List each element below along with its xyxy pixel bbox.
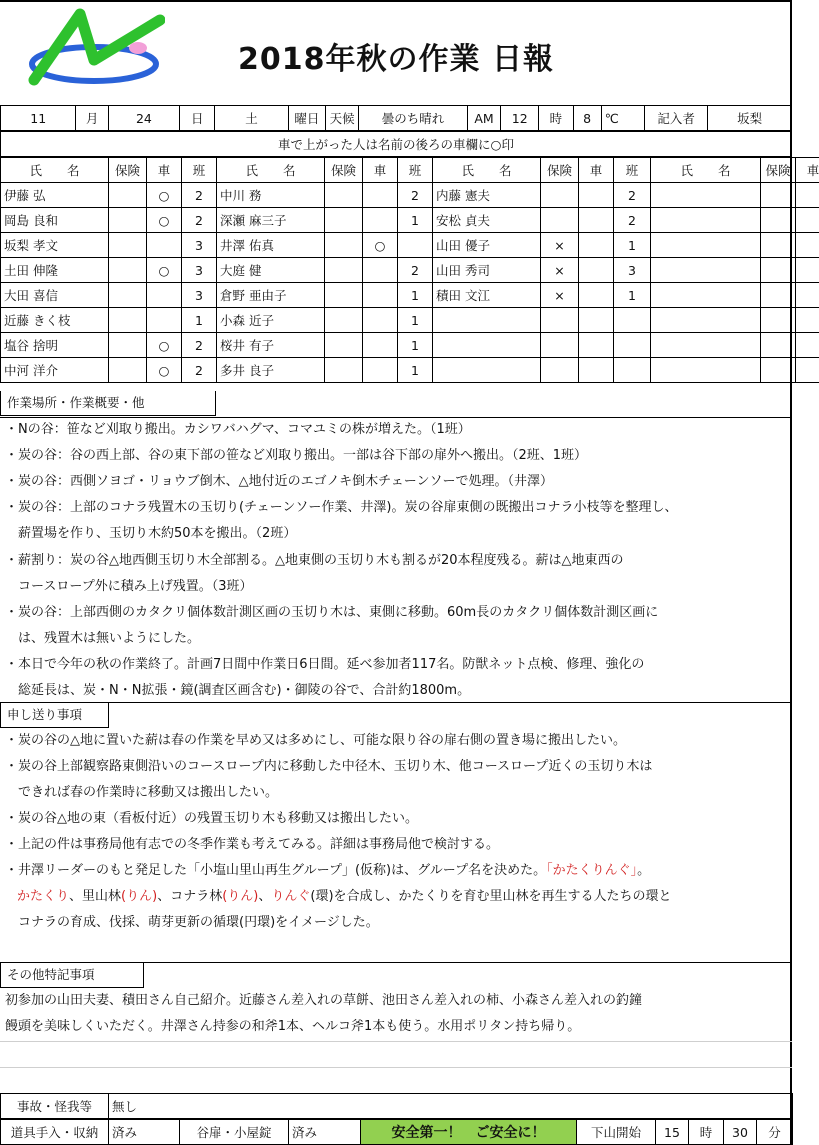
- divider: [0, 702, 792, 703]
- top-border: [0, 0, 792, 2]
- info-day-value: 24: [108, 106, 179, 131]
- descent-minute-unit: 分: [757, 1120, 793, 1145]
- descent-minute: 30: [724, 1120, 757, 1145]
- member-group: [614, 333, 651, 358]
- tools-value: 済み: [109, 1120, 180, 1145]
- work-line: ・炭の谷：上部のコナラ残置木の玉切り(チェーンソー作業、井澤)。炭の谷扉東側の既搬出コナラ小枝等を整理し、: [5, 500, 678, 516]
- member-name: 伊藤 弘: [1, 183, 109, 208]
- members-table: [0, 157, 819, 383]
- accident-row: [0, 1093, 793, 1119]
- member-group: 3: [182, 233, 217, 258]
- member-group: 2: [182, 183, 217, 208]
- member-car: ○: [147, 258, 182, 283]
- member-insurance: [761, 283, 796, 308]
- member-insurance: [109, 233, 147, 258]
- member-row: [1, 283, 819, 308]
- member-insurance: [541, 183, 579, 208]
- header-group: 班: [398, 158, 433, 183]
- other-line-1: 初参加の山田夫妻、積田さん自己紹介。近藤さん差入れの草餅、池田さん差入れの柿、小森さん差入れの釣鐘: [5, 993, 643, 1008]
- member-name: [433, 333, 541, 358]
- member-name: 内藤 憲夫: [433, 183, 541, 208]
- member-car: ○: [147, 358, 182, 383]
- member-row: [1, 233, 819, 258]
- member-name: 桜井 有子: [217, 333, 325, 358]
- accident-value: 無し: [109, 1094, 793, 1119]
- work-line: コースロープ外に積み上げ残置。（3班）: [5, 578, 253, 594]
- member-insurance: [761, 233, 796, 258]
- member-car: ○: [147, 183, 182, 208]
- member-group: 2: [614, 183, 651, 208]
- info-ampm: AM: [467, 106, 500, 131]
- member-name: [651, 183, 761, 208]
- info-row: [0, 105, 792, 131]
- member-car: [579, 183, 614, 208]
- member-insurance: [541, 333, 579, 358]
- red-text-segment: かたくり: [17, 889, 70, 904]
- member-group: 2: [398, 183, 433, 208]
- handover-section-label: 申し送り事項: [0, 703, 109, 728]
- work-line: ・炭の谷：上部西側のカタクリ個体数計測区画の玉切り木は、東側に移動。60m長のカタクリ個体数計測区画に: [5, 604, 659, 620]
- member-car: [579, 308, 614, 333]
- header-car: 車: [147, 158, 182, 183]
- member-car: [147, 283, 182, 308]
- member-group: 2: [182, 358, 217, 383]
- member-name: [651, 208, 761, 233]
- header-name: 氏 名: [1, 158, 109, 183]
- member-car: [363, 208, 398, 233]
- header-car: 車: [579, 158, 614, 183]
- member-name: 山田 優子: [433, 233, 541, 258]
- work-line: ・本日で今年の秋の作業終了。計画7日間中作業日6日間。延べ参加者117名。防獣ネット点検、修理、強化の: [5, 656, 645, 672]
- door-lock-label: 谷扉・小屋錠: [180, 1120, 289, 1145]
- member-row: [1, 358, 819, 383]
- header-insurance: 保険: [109, 158, 147, 183]
- member-car: [796, 333, 819, 358]
- work-line: ・薪割り：炭の谷△地西側玉切り木全部割る。△地東側の玉切り木も割るが20本程度残る。薪は△地東西の: [5, 552, 624, 568]
- member-name: 山田 秀司: [433, 258, 541, 283]
- member-name: 大田 喜信: [1, 283, 109, 308]
- member-name: 井澤 佑真: [217, 233, 325, 258]
- info-weather-value: 曇のち晴れ: [359, 106, 468, 131]
- member-car: [363, 183, 398, 208]
- member-name: 積田 文江: [433, 283, 541, 308]
- descent-label: 下山開始: [577, 1120, 656, 1145]
- member-group: 1: [398, 308, 433, 333]
- member-car: [796, 308, 819, 333]
- member-car: [579, 258, 614, 283]
- member-insurance: [325, 283, 363, 308]
- member-insurance: [761, 208, 796, 233]
- member-name: 倉野 亜由子: [217, 283, 325, 308]
- member-name: 深瀬 麻三子: [217, 208, 325, 233]
- text-segment: (環)を合成し、かたくりを育む里山林を再生する人たちの環と: [310, 889, 672, 904]
- member-name: 岡島 良和: [1, 208, 109, 233]
- empty-row-line: [0, 1067, 792, 1068]
- member-row: [1, 308, 819, 333]
- handover-group-line-3: コナラの育成、伐採、萌芽更新の循環(円環)をイメージした。: [5, 915, 379, 930]
- member-insurance: [109, 283, 147, 308]
- descent-hour-unit: 時: [689, 1120, 724, 1145]
- member-car: [579, 358, 614, 383]
- info-weather-label: 天候: [326, 106, 359, 131]
- work-line: ・炭の谷：谷の西上部、谷の東下部の笹など刈取り搬出。一部は谷下部の扉外へ搬出。（2班、1班）: [5, 448, 588, 464]
- work-section-label: 作業場所・作業概要・他: [0, 391, 216, 416]
- member-car: [363, 358, 398, 383]
- member-name: [651, 358, 761, 383]
- report-title: 2018年秋の作業 日報: [238, 42, 554, 77]
- member-insurance: [109, 333, 147, 358]
- work-line: ・Nの谷：笹など刈取り搬出。カシワバハグマ、コマユミの株が増えた。（1班）: [5, 422, 471, 437]
- member-car: [363, 283, 398, 308]
- member-name: [651, 233, 761, 258]
- member-name: 中川 務: [217, 183, 325, 208]
- work-line: は、残置木は無いようにした。: [5, 630, 201, 646]
- handover-line: できれば春の作業時に移動又は搬出したい。: [5, 785, 279, 800]
- member-insurance: [541, 208, 579, 233]
- handover-line: ・炭の谷上部観察路東側沿いのコースロープ内に移動した中径木、玉切り木、他コースロープ近くの玉切り木は: [5, 759, 653, 774]
- member-group: 2: [398, 258, 433, 283]
- text-segment: 、: [258, 889, 272, 904]
- member-insurance: [761, 358, 796, 383]
- member-name: 小森 近子: [217, 308, 325, 333]
- member-insurance: [761, 308, 796, 333]
- header-group: 班: [614, 158, 651, 183]
- member-car: [579, 208, 614, 233]
- tools-label: 道具手入・収納: [1, 1120, 109, 1145]
- member-insurance: [109, 358, 147, 383]
- info-hour-value: 12: [501, 106, 539, 131]
- member-name: 土田 伸隆: [1, 258, 109, 283]
- text-segment: 、コナラ林: [157, 889, 223, 904]
- member-insurance: [325, 258, 363, 283]
- member-group: 1: [182, 308, 217, 333]
- member-group: 1: [398, 333, 433, 358]
- member-group: [614, 308, 651, 333]
- member-insurance: [109, 208, 147, 233]
- member-group: 2: [182, 333, 217, 358]
- member-insurance: [109, 183, 147, 208]
- handover-line: ・炭の谷△地の東（看板付近）の残置玉切り木も移動又は搬出したい。: [5, 811, 418, 826]
- handover-line: ・上記の件は事務局他有志での冬季作業も考えてみる。詳細は事務局他で検討する。: [5, 837, 500, 852]
- member-row: [1, 258, 819, 283]
- red-text-segment: (りん): [121, 889, 158, 904]
- members-header-row: [1, 158, 819, 183]
- member-name: [651, 283, 761, 308]
- header-group: 班: [182, 158, 217, 183]
- member-group: 3: [614, 258, 651, 283]
- member-insurance: [325, 333, 363, 358]
- handover-line: ・炭の谷の△地に置いた薪は春の作業を早め又は多めにし、可能な限り谷の扉右側の置き場に搬出したい。: [5, 733, 626, 748]
- member-insurance: [761, 333, 796, 358]
- member-insurance: [325, 208, 363, 233]
- member-insurance: [325, 358, 363, 383]
- header-name: 氏 名: [433, 158, 541, 183]
- member-insurance: [109, 258, 147, 283]
- header-name: 氏 名: [651, 158, 761, 183]
- header-car: 車: [363, 158, 398, 183]
- member-car: [796, 283, 819, 308]
- header-insurance: 保険: [325, 158, 363, 183]
- member-group: [398, 233, 433, 258]
- member-group: 1: [614, 283, 651, 308]
- member-group: 2: [614, 208, 651, 233]
- member-name: [433, 308, 541, 333]
- member-name: 塩谷 捨明: [1, 333, 109, 358]
- member-insurance: [761, 258, 796, 283]
- header-car: 車: [796, 158, 819, 183]
- header-insurance: 保険: [761, 158, 796, 183]
- member-name: 大庭 健: [217, 258, 325, 283]
- info-month-value: 11: [1, 106, 76, 131]
- info-day-unit: 日: [180, 106, 215, 131]
- info-recorder-value: 坂梨: [708, 106, 792, 131]
- safety-banner: 安全第一！ ご安全に！: [361, 1120, 577, 1145]
- handover-group-line-2: [5, 884, 672, 910]
- handover-group-line-1: [5, 858, 650, 884]
- member-row: [1, 333, 819, 358]
- empty-row-line: [0, 1041, 792, 1042]
- member-car: ○: [147, 333, 182, 358]
- group-name-highlight: 「かたくりんぐ」: [546, 863, 638, 878]
- member-insurance: ×: [541, 233, 579, 258]
- info-weekday-label: 曜日: [288, 106, 325, 131]
- member-group: 1: [398, 283, 433, 308]
- member-group: 1: [398, 208, 433, 233]
- member-car: ○: [147, 208, 182, 233]
- member-group: 1: [398, 358, 433, 383]
- member-car: [796, 358, 819, 383]
- member-name: 中河 洋介: [1, 358, 109, 383]
- member-car: [796, 183, 819, 208]
- organization-logo: [20, 8, 165, 88]
- accident-label: 事故・怪我等: [1, 1094, 109, 1119]
- member-group: 3: [182, 283, 217, 308]
- member-car: [147, 233, 182, 258]
- member-name: 坂梨 孝文: [1, 233, 109, 258]
- member-group: 2: [182, 208, 217, 233]
- car-note: 車で上がった人は名前の後ろの車欄に○印: [1, 132, 792, 157]
- info-temp-value: 8: [573, 106, 601, 131]
- member-name: [651, 258, 761, 283]
- text-segment: 。: [637, 863, 651, 878]
- red-text-segment: りんぐ: [271, 889, 311, 904]
- other-section-label: その他特記事項: [0, 963, 144, 988]
- member-name: 多井 良子: [217, 358, 325, 383]
- work-line: 総延長は、炭・N・N拡張・鏡(調査区画含む)・御陵の谷で、合計約1800m。: [5, 683, 471, 698]
- member-car: [796, 258, 819, 283]
- member-car: [363, 258, 398, 283]
- red-text-segment: (りん): [222, 889, 259, 904]
- info-temp-unit: ℃: [601, 106, 644, 131]
- member-car: [796, 233, 819, 258]
- member-car: [796, 208, 819, 233]
- descent-hour: 15: [656, 1120, 689, 1145]
- member-name: 安松 貞夫: [433, 208, 541, 233]
- car-note-row: [0, 131, 792, 157]
- info-recorder-label: 記入者: [644, 106, 707, 131]
- member-car: [579, 233, 614, 258]
- member-insurance: [325, 233, 363, 258]
- member-insurance: [325, 308, 363, 333]
- door-lock-value: 済み: [289, 1120, 361, 1145]
- text-segment: ・井澤リーダーのもと発足した「小塩山里山再生グループ」(仮称)は、グループ名を決めた。: [5, 863, 547, 878]
- member-car: [363, 333, 398, 358]
- bottom-row: [0, 1119, 793, 1145]
- work-line: 薪置場を作り、玉切り木約50本を搬出。（2班）: [5, 526, 297, 542]
- member-group: 1: [614, 233, 651, 258]
- member-row: [1, 208, 819, 233]
- member-car: [363, 308, 398, 333]
- member-group: [614, 358, 651, 383]
- member-insurance: [761, 183, 796, 208]
- member-car: [147, 308, 182, 333]
- member-name: [651, 333, 761, 358]
- member-insurance: [109, 308, 147, 333]
- member-car: [579, 283, 614, 308]
- text-segment: 、里山林: [69, 889, 122, 904]
- member-name: [651, 308, 761, 333]
- member-row: [1, 183, 819, 208]
- info-month-unit: 月: [76, 106, 108, 131]
- header-name: 氏 名: [217, 158, 325, 183]
- member-insurance: ×: [541, 258, 579, 283]
- member-name: 近藤 きく枝: [1, 308, 109, 333]
- member-insurance: [541, 308, 579, 333]
- work-line: ・炭の谷：西側ソヨゴ・リョウブ倒木、△地付近のエゴノキ倒木チェーンソーで処理。（井澤）: [5, 474, 553, 490]
- member-group: 3: [182, 258, 217, 283]
- info-weekday-value: 土: [215, 106, 288, 131]
- other-line-2: 饅頭を美味しくいただく。井澤さん持参の和斧1本、ヘルコ斧1本も使う。水用ポリタン持ち帰り。: [5, 1019, 581, 1034]
- info-hour-unit: 時: [539, 106, 573, 131]
- header-insurance: 保険: [541, 158, 579, 183]
- member-car: [579, 333, 614, 358]
- member-name: [433, 358, 541, 383]
- member-insurance: [541, 358, 579, 383]
- member-car: ○: [363, 233, 398, 258]
- member-insurance: [325, 183, 363, 208]
- member-insurance: ×: [541, 283, 579, 308]
